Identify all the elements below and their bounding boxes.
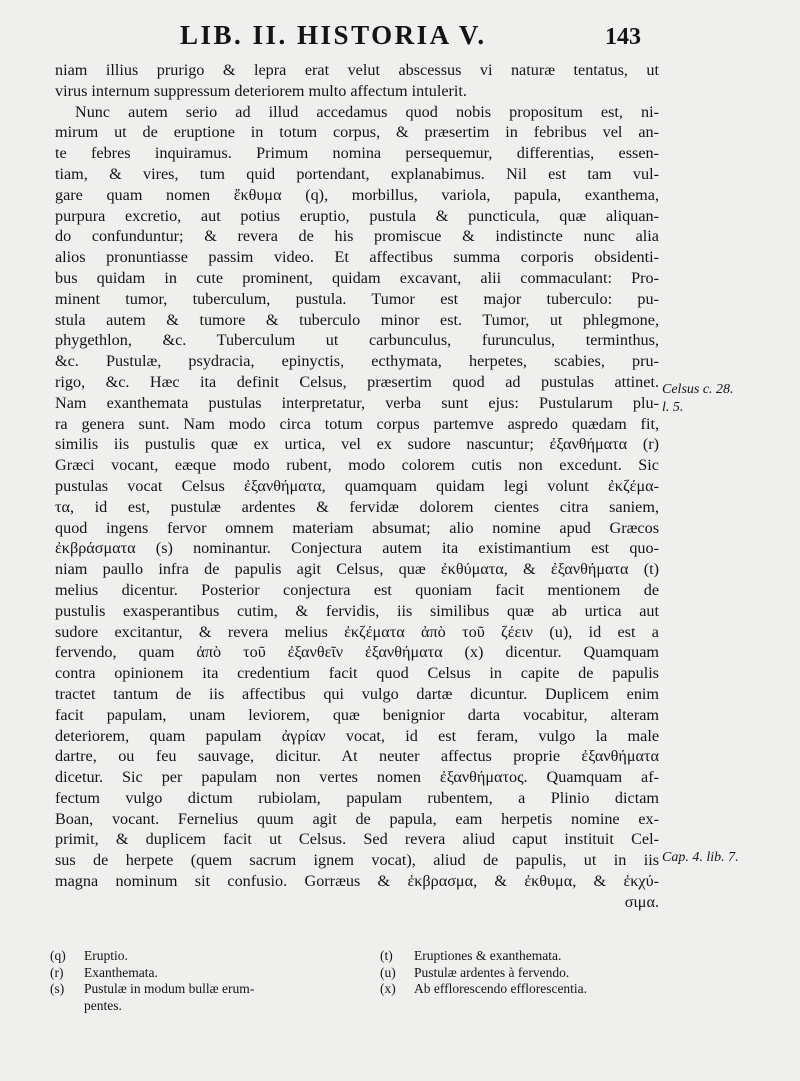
text-line: niam illius prurigo & lepra erat velut abscessus vi naturæ tentatus, ut <box>55 61 659 79</box>
footnote-text: Eruptio. <box>84 948 128 963</box>
text-line: magna nominum sit confusio. Gorræus & ἐκβρασμα, & ἐκθυμα, & ἐκχύ- <box>55 872 659 891</box>
footnote <box>50 948 350 965</box>
running-head: LIB. II. HISTORIA V. <box>180 20 487 50</box>
text-line: dartre, ou feu sauvage, dicitur. At neuter affectus proprie ἐξανθήματα <box>55 747 659 766</box>
text-line: quod ingens fervor omnem materiam absumat; alio nomine apud Græcos <box>55 518 659 537</box>
text-line: alios pronuntiasse passim video. Et affectibus summa corporis obsidenti- <box>55 248 659 267</box>
footnote <box>50 965 350 982</box>
footnote <box>380 948 680 965</box>
text-line: te febres inquiramus. Primum nomina persequemur, differentias, essen- <box>55 144 659 163</box>
text-line: Nam exanthemata pustulas interpretatur, verba sunt ejus: Pustularum plu- <box>55 393 659 412</box>
text-line: σιμα. <box>624 892 659 911</box>
footnote <box>380 965 680 982</box>
text-line: pustulis exasperantibus cutim, & fervidis, iis similibus quæ ab urtica aut <box>55 601 659 620</box>
text-line: ra genera sunt. Nam modo circa totum corpus partemve aspredo quædam fit, <box>55 414 659 433</box>
text-line: do confunduntur; & revera de his promiscue & indistincte nunc alia <box>55 227 659 246</box>
body-text <box>55 60 659 913</box>
footnote-text: Exanthemata. <box>84 964 158 980</box>
footnotes-left-column <box>50 948 350 1014</box>
text-line: gare quam nomen ἔκθυμα (q), morbillus, variola, papula, exanthema, <box>55 185 659 204</box>
text-line: fervendo, quam ἀπὸ τοῦ ἐξανθεῖν ἐξανθήματα (x) dicentur. Quamquam <box>55 643 659 662</box>
footnote-text: Eruptiones & exanthemata. <box>414 948 562 963</box>
text-line: pustulas vocat Celsus ἐξανθήματα, quamquam quidam legi volunt ἐκζέμα- <box>55 476 659 495</box>
text-line: ἐκβράσματα (s) nominantur. Conjectura autem ita existimantium est quo- <box>55 539 659 558</box>
margin-note-cap: Cap. 4. lib. 7. <box>662 850 739 865</box>
footnote-text: pentes. <box>84 997 122 1013</box>
footnote <box>380 981 680 998</box>
footnote-mark: (s) <box>50 981 65 996</box>
footnote-mark: (r) <box>50 964 64 980</box>
text-line: contra opinionem ita credentium facit quod Celsus in capite de papulis <box>55 664 659 683</box>
footnote-mark: (t) <box>380 948 393 963</box>
text-line: τα, id est, pustulæ ardentes & fervidæ dolorem cientes citra saniem, <box>55 497 659 516</box>
footnote-text: Pustulæ ardentes à fervendo. <box>414 964 570 980</box>
text-line: sudore excitantur, & revera melius ἐκζέματα ἀπὸ τοῦ ζέειν (u), id est a <box>55 622 659 641</box>
text-line: Boan, vocant. Fernelius quum agit de papula, eam herpetis nomine ex- <box>55 809 659 828</box>
text-line: bus quidam in cute prominent, quidam excavant, alii commaculant: Pro- <box>55 268 659 287</box>
page-header <box>60 18 700 58</box>
text-line: stula autem & tumore & tuberculo minor est. Tumor, ut phlegmone, <box>55 310 659 329</box>
text-line: rigo, &c. Hæc ita definit Celsus, præsertim quod ad pustulas attinet. <box>55 372 659 391</box>
text-line: minent tumor, tuberculum, pustula. Tumor est major tuberculo: pu- <box>55 289 659 308</box>
text-line: &c. Pustulæ, psydracia, epinyctis, ecthymata, herpetes, scabies, pru- <box>55 352 659 371</box>
footnote-mark: (u) <box>380 964 396 980</box>
text-line: mirum ut de eruptione in totum corpus, & præsertim in febribus vel an- <box>55 123 659 142</box>
text-line: purpura excretio, aut potius eruptio, pustula & puncticula, quæ aliquan- <box>55 206 659 225</box>
margin-notes <box>662 0 798 1081</box>
footnote <box>50 981 350 998</box>
page-number: 143 <box>605 24 641 50</box>
footnote-text: Ab efflorescendo efflorescentia. <box>414 981 588 996</box>
text-line: primit, & duplicem facit ut Celsus. Sed revera aliud caput instituit Cel- <box>55 830 659 849</box>
text-line: fectum vulgo dictum rubiolam, papulam rubentem, a Plinio dictam <box>55 788 659 807</box>
text-line: dicetur. Sic per papulam non vertes nomen ἐξανθήματος. Quamquam af- <box>55 768 659 787</box>
text-line: deteriorem, quam papulam ἀγρίαν vocat, id est feram, vulgo la male <box>55 726 659 745</box>
text-line: Nunc autem serio ad illud accedamus quod nobis propositum est, ni- <box>75 102 659 121</box>
footnote-mark: (x) <box>380 981 396 996</box>
footnote <box>50 998 350 1015</box>
text-line: tiam, & vires, tum quid portendant, explanabimus. Nil est tam vul- <box>55 164 659 183</box>
footnote-mark: (q) <box>50 948 66 963</box>
text-line: melius dicentur. Posterior conjectura est quoniam facit mentionem de <box>55 580 659 599</box>
text-line: niam paullo infra de papulis agit Celsus, quæ ἐκθύματα, & ἐξανθήματα (t) <box>55 560 659 579</box>
text-line: sus de herpete (quem sacrum ignem vocat), aliud de papulis, ut in iis <box>55 851 659 870</box>
text-line: virus internum suppressum deteriorem multo affectum intulerit. <box>55 81 467 100</box>
text-line: tractet tantum de iis affectibus qui vulgo dartæ dicuntur. Duplicem enim <box>55 684 659 703</box>
footnotes-right-column <box>380 948 680 998</box>
text-line: facit papulam, unam leviorem, quæ benignior darta vocabitur, alteram <box>55 705 659 724</box>
text-line: phygethlon, &c. Tuberculum ut carbunculus, furunculus, terminthus, <box>55 331 659 350</box>
footnote-text: Pustulæ in modum bullæ erum- <box>84 981 255 996</box>
text-line: Græci vocant, eæque modo rubent, modo colorem cutis non excedunt. Sic <box>55 456 659 475</box>
margin-note-celsus: Celsus c. 28. l. 5. <box>662 382 734 415</box>
text-line: similis iis pustulis quæ ex urtica, vel ex sudore nascuntur; ἐξανθήματα (r) <box>55 435 659 454</box>
